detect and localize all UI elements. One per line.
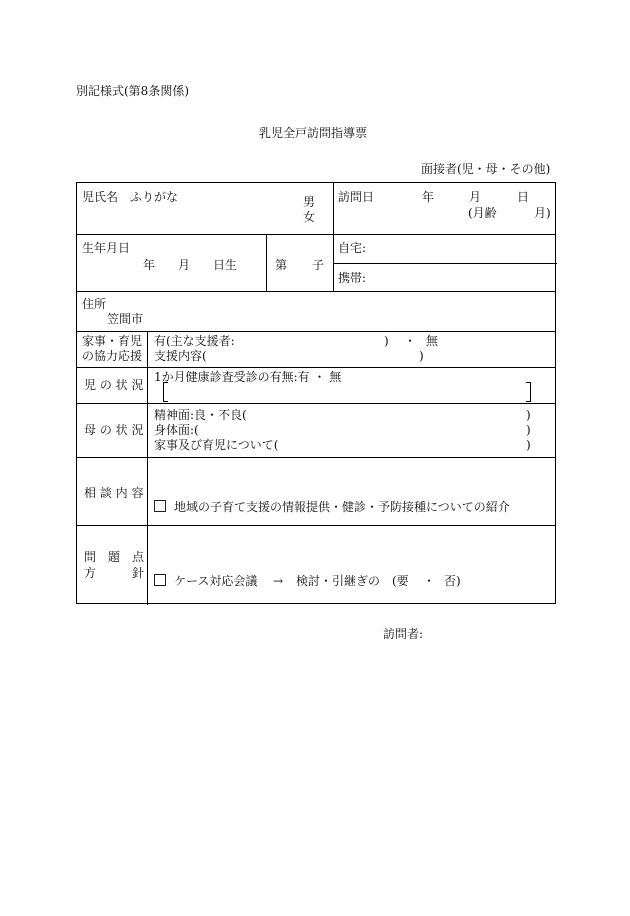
issue-label-line1: 問 題 点 (84, 550, 145, 564)
left-bracket (163, 382, 168, 402)
birth-month: 月 (178, 258, 191, 272)
mental-close: ) (526, 408, 531, 422)
support-yes-close: ) (384, 334, 389, 348)
issue-label-line2: 方 針 (84, 566, 145, 580)
handover-separator: ・ (423, 574, 436, 588)
visit-date-label: 訪問日 (338, 190, 375, 204)
right-bracket (526, 382, 531, 402)
visitor-label: 訪問者: (383, 627, 424, 641)
mobile-label: 携帯: (338, 271, 367, 285)
address-label: 住所 (82, 297, 107, 311)
support-content-close: ) (419, 349, 424, 363)
support-none[interactable]: 無 (426, 334, 439, 348)
interviewee-label: 面接者(児・母・その他) (421, 162, 551, 176)
handover-required[interactable]: (要 (392, 574, 409, 588)
support-content-label: 支援内容( (154, 349, 207, 363)
arrow-icon: → (273, 574, 284, 588)
visit-year: 年 (422, 190, 435, 204)
birth-order-suffix: 子 (312, 258, 325, 272)
child-name-label: 児氏名 (82, 190, 119, 204)
visit-form-table (76, 182, 556, 604)
support-separator: ・ (404, 334, 417, 348)
page-title: 乳児全戸訪問指導票 (259, 126, 368, 140)
checkbox-icon[interactable] (154, 500, 166, 512)
age-months-label: (月齢 (468, 206, 497, 220)
furigana-label: ふりがな (130, 190, 179, 204)
support-yes[interactable]: 有(主な支援者: (154, 334, 235, 348)
birth-day: 日生 (213, 258, 238, 272)
mental-label: 精神面:良・不良( (154, 408, 247, 422)
age-months-end: 月) (534, 206, 551, 220)
housework-label: 家事及び育児について( (154, 438, 279, 452)
handover-text: 検討・引継ぎの (296, 574, 381, 588)
checkup-question[interactable]: 1か月健康診査受診の有無:有 ・ 無 (154, 370, 342, 384)
city-name: 笠間市 (107, 312, 144, 326)
physical-close: ) (526, 423, 531, 437)
consult-check-text: 地域の子育て支援の情報提供・健診・予防接種についての紹介 (174, 500, 510, 514)
sex-female[interactable]: 女 (303, 210, 316, 224)
housework-close: ) (526, 438, 531, 452)
visit-month: 月 (469, 190, 482, 204)
home-phone-label: 自宅: (338, 241, 367, 255)
sex-male[interactable]: 男 (303, 195, 316, 209)
case-meeting-text: ケース対応会議 (174, 574, 258, 588)
case-meeting-check-item[interactable] (154, 574, 257, 588)
birth-order-prefix: 第 (275, 258, 288, 272)
consult-label: 相 談 内 容 (84, 486, 144, 500)
physical-label: 身体面:( (154, 423, 199, 437)
support-label-line1: 家事・育児 (82, 334, 143, 348)
handover-not-required[interactable]: 否) (444, 574, 461, 588)
birth-year: 年 (143, 258, 156, 272)
checkbox-icon[interactable] (154, 574, 166, 586)
birthdate-label: 生年月日 (82, 241, 131, 255)
child-status-label: 児 の 状 況 (84, 378, 144, 392)
support-label-line2: の協力応援 (82, 349, 143, 363)
visit-day: 日 (517, 190, 530, 204)
consult-check-item[interactable] (154, 500, 510, 514)
mother-status-label: 母 の 状 況 (84, 423, 144, 437)
form-reference: 別記様式(第8条関係) (76, 84, 189, 98)
